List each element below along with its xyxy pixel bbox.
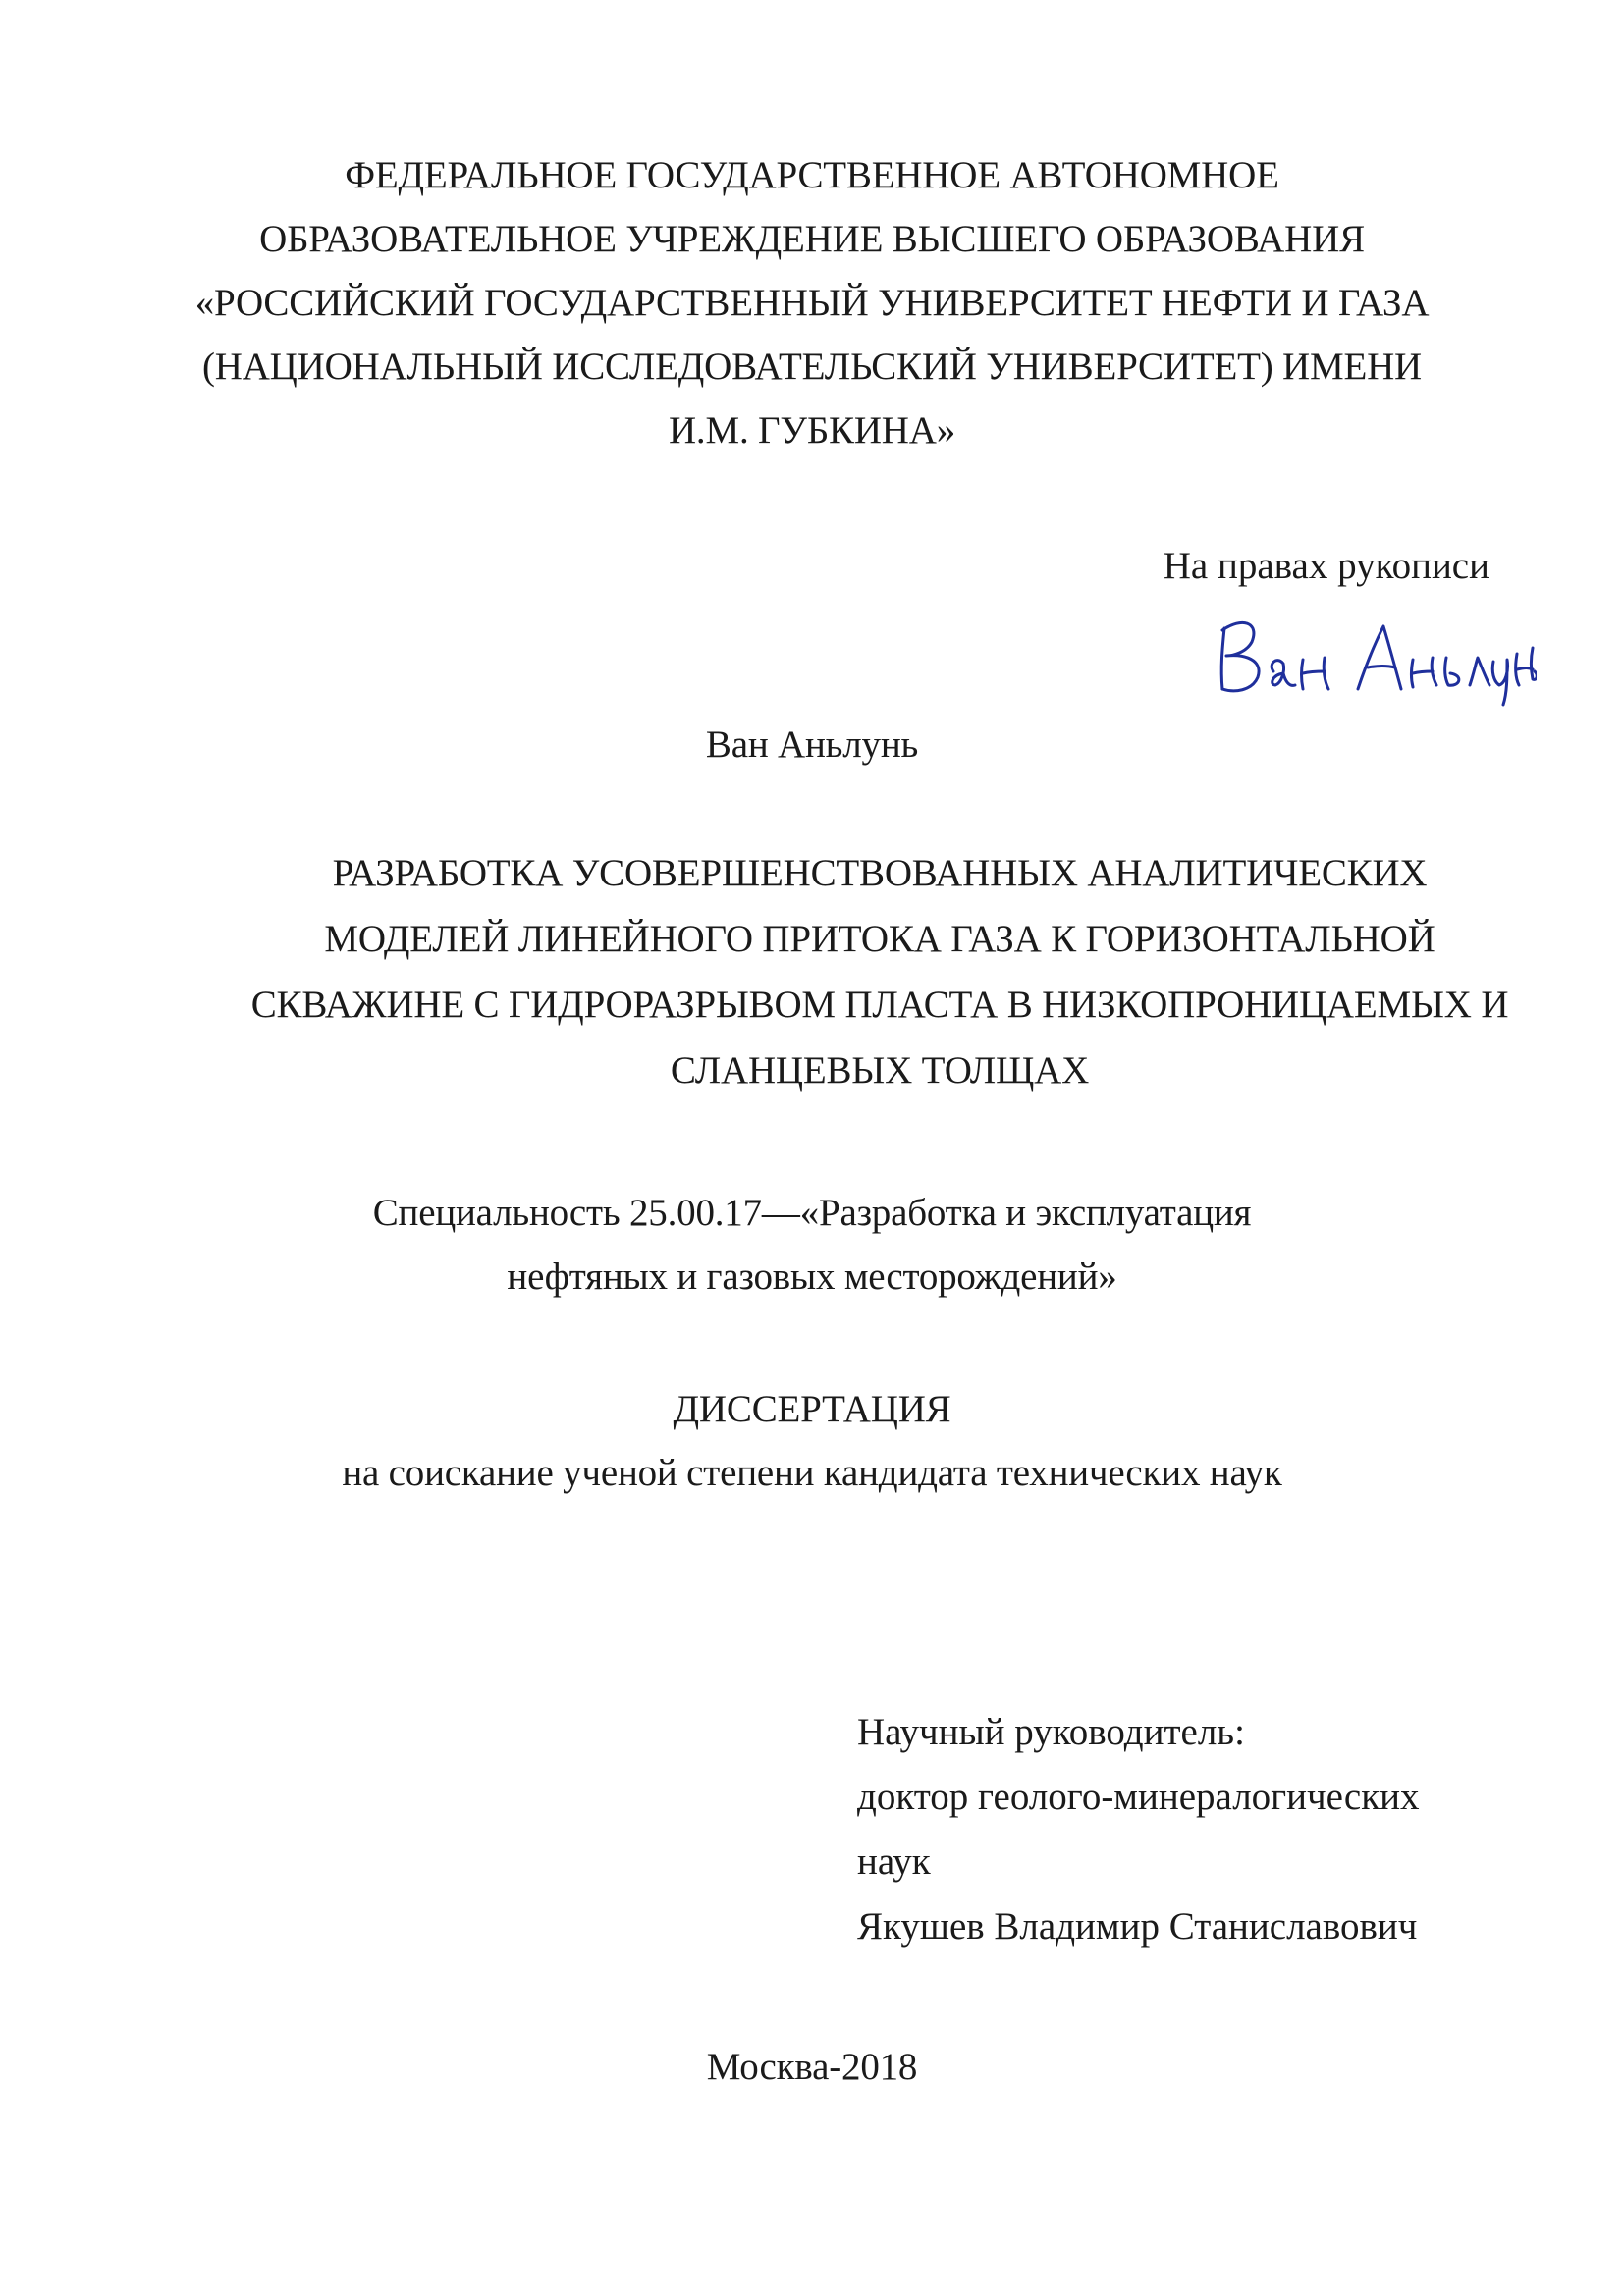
author-name: Ван Аньлунь xyxy=(705,723,919,766)
title-line-4: СЛАНЦЕВЫХ ТОЛЩАХ xyxy=(670,1049,1090,1092)
institution-line-3: «РОССИЙСКИЙ ГОСУДАРСТВЕННЫЙ УНИВЕРСИТЕТ НЕФТИ И ГАЗА xyxy=(194,282,1430,324)
supervisor-heading: Научный руководитель: xyxy=(857,1711,1245,1753)
specialty-line-1: Специальность 25.00.17—«Разработка и эксплуатация xyxy=(372,1192,1252,1234)
title-line-2: МОДЕЛЕЙ ЛИНЕЙНОГО ПРИТОКА ГАЗА К ГОРИЗОНТАЛЬНОЙ xyxy=(324,918,1435,960)
dissertation-title xyxy=(242,850,1518,1095)
author-signature xyxy=(1213,599,1537,707)
degree-statement: на соискание ученой степени кандидата технических наук xyxy=(342,1452,1282,1494)
institution-line-2: ОБРАЗОВАТЕЛЬНОЕ УЧРЕЖДЕНИЕ ВЫСШЕГО ОБРАЗОВАНИЯ xyxy=(259,218,1365,260)
title-line-3: СКВАЖИНЕ С ГИДРОРАЗРЫВОМ ПЛАСТА В НИЗКОПРОНИЦАЕМЫХ И xyxy=(250,984,1509,1026)
specialty-line-2: нефтяных и газовых месторождений» xyxy=(507,1255,1117,1298)
document-type: ДИССЕРТАЦИЯ xyxy=(673,1388,951,1430)
institution-line-5: И.М. ГУБКИНА» xyxy=(668,409,956,452)
institution-line-1: ФЕДЕРАЛЬНОЕ ГОСУДАРСТВЕННОЕ АВТОНОМНОЕ xyxy=(345,154,1279,196)
manuscript-rights-note: На правах рукописи xyxy=(1163,545,1489,587)
supervisor-degree: доктор геолого-минералогических xyxy=(857,1776,1420,1818)
place-year: Москва-2018 xyxy=(706,2046,918,2088)
supervisor-block xyxy=(857,1709,1420,1968)
title-line-1: РАЗРАБОТКА УСОВЕРШЕНСТВОВАННЫХ АНАЛИТИЧЕСКИХ xyxy=(332,852,1428,894)
supervisor-name: Якушев Владимир Станиславович xyxy=(857,1905,1418,1948)
supervisor-degree-cont: наук xyxy=(857,1841,931,1883)
institution-line-4: (НАЦИОНАЛЬНЫЙ ИССЛЕДОВАТЕЛЬСКИЙ УНИВЕРСИТЕТ) ИМЕНИ xyxy=(201,346,1423,388)
